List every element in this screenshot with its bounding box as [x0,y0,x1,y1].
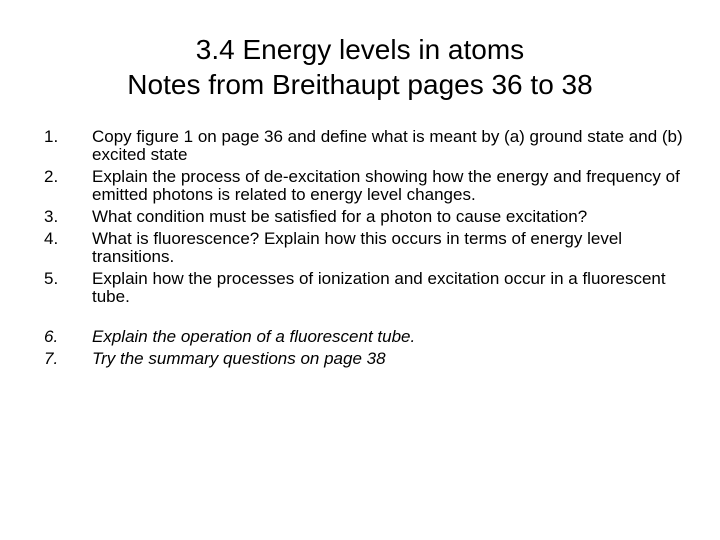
item-text: Try the summary questions on page 38 [92,349,386,368]
item-number: 1. [44,127,59,146]
question-list [44,128,684,368]
list-item [44,168,684,204]
list-item [44,128,684,164]
slide-title [0,32,720,102]
list-item [44,350,684,368]
list-item [44,208,684,226]
list-item [44,270,684,306]
item-text: Explain how the processes of ionization and excitation occur in a fluorescent tube. [92,269,666,306]
item-text: Explain the process of de-excitation showing how the energy and frequency of emitted photons is related to energy level changes. [92,167,680,204]
list-item [44,328,684,346]
title-line-2: Notes from Breithaupt pages 36 to 38 [127,69,593,100]
item-number: 2. [44,167,59,186]
item-number: 7. [44,349,59,368]
list-item [44,230,684,266]
item-number: 6. [44,327,59,346]
item-number: 3. [44,207,59,226]
item-number: 5. [44,269,59,288]
item-text: What condition must be satisfied for a photon to cause excitation? [92,207,588,226]
item-text: Explain the operation of a fluorescent tube. [92,327,416,346]
item-text: What is fluorescence? Explain how this occurs in terms of energy level transitions. [92,229,623,266]
title-line-1: 3.4 Energy levels in atoms [195,34,525,65]
item-text: Copy figure 1 on page 36 and define what is meant by (a) ground state and (b) excited state [92,127,683,164]
item-number: 4. [44,229,59,248]
